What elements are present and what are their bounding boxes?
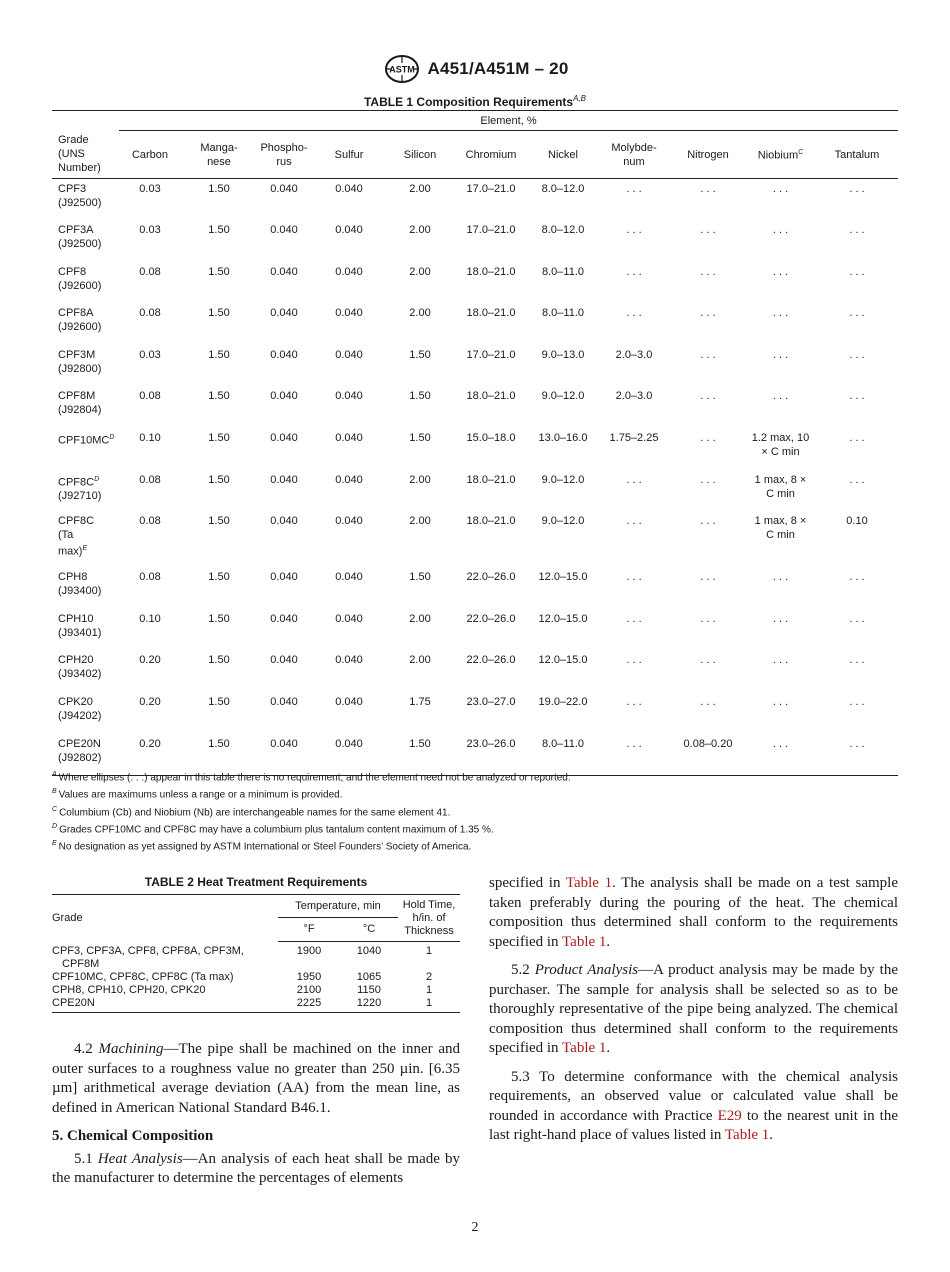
footnote: $^E$ No designation as yet assigned by ASTM International or Steel Founders’ Society of America. bbox=[52, 840, 472, 853]
niobium-header: Niobium$^C$ bbox=[745, 131, 816, 179]
table-row: CPF3, CPF3A, CPF8, CPF8A, CPF3M, CPF8M 1900 1040 1 bbox=[52, 944, 433, 970]
astm-logo-icon bbox=[382, 54, 422, 84]
svg-text:ASTM: ASTM bbox=[388, 64, 415, 75]
table-row: CPH8, CPH10, CPH20, CPK20 2100 1150 1 bbox=[52, 983, 433, 996]
table-row: CPH20 (J93402) 0.20 1.50 0.040 0.040 2.00 22.0–26.0 12.0–15.0 . . . . . . . . . . . . bbox=[58, 654, 865, 681]
table2-caption: TABLE 2 Heat Treatment Requirements bbox=[144, 875, 368, 889]
footnote: $^A$ Where ellipses (. . .) appear in this table there is no requirement, and the element need not be analyzed or reported. bbox=[52, 771, 571, 784]
sulfur-header: Sulfur bbox=[311, 131, 387, 179]
footnote: $^D$ Grades CPF10MC and CPF8C may have a columbium plus tantalum content maximum of 1.35 %. bbox=[52, 822, 494, 836]
table1-link[interactable]: Table 1 bbox=[562, 933, 607, 950]
section-5-heading: 5. Chemical Composition bbox=[52, 1128, 214, 1144]
nickel-header: Nickel bbox=[529, 131, 597, 179]
table-row: CPF8A (J92600) 0.08 1.50 0.040 0.040 2.00 18.0–21.0 8.0–11.0 . . . . . . . . . . . . bbox=[58, 307, 865, 334]
table-row: $CPF10MC^D$ 0.10 1.50 0.040 0.040 1.50 15.0–18.0 13.0–16.0 1.75–2.25 . . . 1.2 max, 10 × C min . . . bbox=[58, 432, 865, 459]
grade-header: Grade bbox=[52, 911, 83, 924]
table-row: CPF8 (J92600) 0.08 1.50 0.040 0.040 2.00 18.0–21.0 8.0–11.0 . . . . . . . . . . . . bbox=[58, 265, 865, 292]
fahrenheit-header: °F bbox=[278, 918, 340, 942]
document-designation: A451/A451M – 20 bbox=[427, 59, 569, 78]
paragraph-4-2: 4.2 Machining—The pipe shall be machined on the inner and outer surfaces to a roughness value no greater than 250 µin. [6.35 µm] arithmetical average deviation (AA) from the mean line, as defined in American National Standard B46.1. bbox=[52, 1041, 461, 1116]
table-row: CPF3 (J92500) 0.03 1.50 0.040 0.040 2.00 17.0–21.0 8.0–12.0 . . . . . . . . . . . . bbox=[58, 183, 865, 209]
tantalum-header: Tantalum bbox=[816, 131, 898, 179]
page-header bbox=[0, 52, 950, 86]
table-row: CPF3A (J92500) 0.03 1.50 0.040 0.040 2.00 17.0–21.0 8.0–12.0 . . . . . . . . . . . . bbox=[58, 224, 865, 251]
table1-footnotes bbox=[52, 768, 898, 855]
table1-caption: TABLE 1 Composition Requirements$^{A,B}$ bbox=[363, 94, 587, 109]
table-row: CPH8 (J93400) 0.08 1.50 0.040 0.040 1.50 22.0–26.0 12.0–15.0 . . . . . . . . . . . . bbox=[58, 571, 865, 598]
paragraph-5-1: 5.1 Heat Analysis—An analysis of each heat shall be made by the manufacturer to determine the percentages of elements bbox=[52, 1150, 460, 1186]
footnote: $^C$ Columbium (Cb) and Niobium (Nb) are interchangeable names for the same element 41. bbox=[52, 805, 451, 818]
element-header: Element, % bbox=[119, 111, 898, 131]
footnote: $^B$ Values are maximums unless a range or a minimum is provided. bbox=[52, 788, 343, 801]
left-column-text bbox=[52, 1040, 460, 1198]
table-row: CPF10MC, CPF8C, CPF8C (Ta max) 1950 1065 2 bbox=[52, 970, 433, 983]
table1-link[interactable]: Table 1 bbox=[562, 1040, 607, 1056]
temperature-header: Temperature, min bbox=[278, 895, 398, 918]
page-number: 2 bbox=[471, 1220, 479, 1235]
paragraph-5-1-continued: specified in Table 1. The analysis shall be made on a test sample taken preferably during the pouring of the heat. The chemical composition thus determined shall conform to the requirements specified in Table 1. bbox=[489, 875, 898, 950]
table-row: CPF3M (J92800) 0.03 1.50 0.040 0.040 1.50 17.0–21.0 9.0–13.0 2.0–3.0 . . . . . . . . . bbox=[58, 348, 865, 375]
paragraph-5-3: 5.3 To determine conformance with the chemical analysis requirements, an observed value or calculated value shall be rounded in accordance with Practice E29 to the nearest unit in the last right-hand place of values listed in Table 1. bbox=[489, 1068, 899, 1143]
table1-link[interactable]: Table 1 bbox=[724, 1127, 770, 1143]
right-column-text bbox=[489, 874, 898, 1155]
celsius-header: °C bbox=[340, 918, 398, 942]
composition-table bbox=[52, 110, 898, 776]
table-row: $CPF8C^D$ (J92710) 0.08 1.50 0.040 0.040 2.00 18.0–21.0 9.0–12.0 . . . . . . 1 max, 8 × C min . . . bbox=[58, 473, 865, 503]
carbon-header: Carbon bbox=[119, 131, 181, 179]
nitrogen-header: Nitrogen bbox=[671, 131, 745, 179]
table1-link[interactable]: Table 1 bbox=[565, 875, 613, 891]
table-row: CPE20N (J92802) 0.20 1.50 0.040 0.040 1.50 23.0–26.0 8.0–11.0 . . . 0.08–0.20 . . . . . . bbox=[58, 737, 865, 764]
table-row: CPF8M (J92804) 0.08 1.50 0.040 0.040 1.50 18.0–21.0 9.0–12.0 2.0–3.0 . . . . . . . . . bbox=[58, 390, 865, 417]
table-row: CPE20N 2225 1220 1 bbox=[52, 996, 433, 1009]
chromium-header: Chromium bbox=[453, 131, 529, 179]
manganese-header: Manga- nese bbox=[181, 131, 257, 179]
table-row: CPF8C (Ta max)$^E$ 0.08 1.50 0.040 0.040 2.00 18.0–21.0 9.0–12.0 . . . . . . 1 max, 8 × C min 0.10 bbox=[58, 515, 868, 558]
heat-treatment-table bbox=[52, 894, 460, 1013]
paragraph-5-2: 5.2 Product Analysis—A product analysis may be made by the purchaser. The sample for analysis shall be selected so as to be thoroughly representative of the pipe being analyzed. The chemical composition thus determined shall conform to the requirements specified in Table 1. bbox=[489, 962, 898, 1056]
table-row: CPH10 (J93401) 0.10 1.50 0.040 0.040 2.00 22.0–26.0 12.0–15.0 . . . . . . . . . . . . bbox=[58, 612, 865, 639]
grade-header: Grade (UNS Number) bbox=[52, 131, 119, 179]
molybdenum-header: Molybde- num bbox=[597, 131, 671, 179]
table-row: CPK20 (J94202) 0.20 1.50 0.040 0.040 1.75 23.0–27.0 19.0–22.0 . . . . . . . . . . . . bbox=[58, 696, 865, 723]
silicon-header: Silicon bbox=[387, 131, 453, 179]
e29-link[interactable]: E29 bbox=[717, 1107, 742, 1124]
phosphorus-header: Phospho- rus bbox=[257, 131, 311, 179]
hold-time-header: Hold Time, h/in. of Thickness bbox=[398, 895, 460, 942]
